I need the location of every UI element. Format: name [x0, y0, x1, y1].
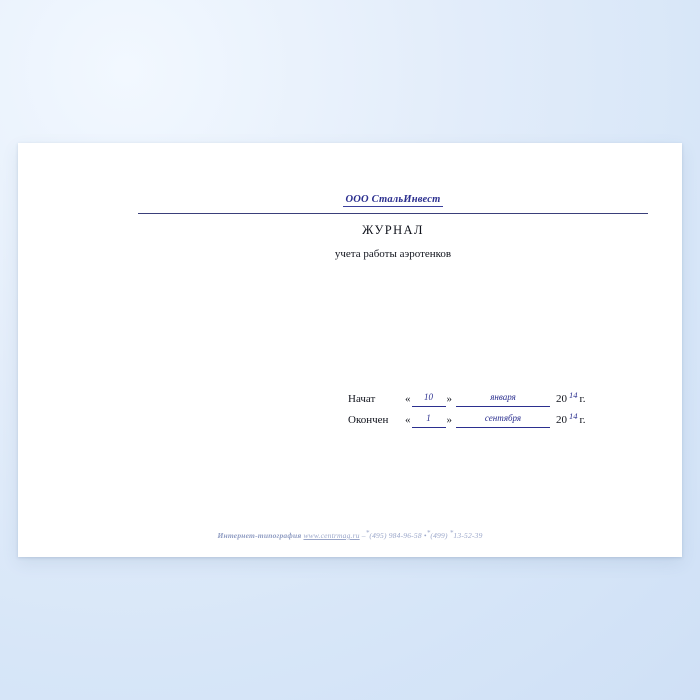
footer-phone-3: 13-52-39 — [453, 531, 483, 540]
end-year-suffix: 14 — [569, 411, 578, 421]
start-label: Начат — [348, 393, 376, 405]
end-year-prefix: 20 — [556, 414, 567, 426]
date-fields — [348, 390, 648, 435]
end-month-value: сентября — [484, 413, 522, 423]
end-month-field[interactable] — [456, 414, 550, 428]
end-label: Окончен — [348, 414, 389, 426]
footer-mark-1: * — [365, 529, 370, 537]
footer-mark-3: * — [449, 529, 454, 537]
cover-content — [18, 143, 682, 557]
footer-separator-2: • — [423, 531, 427, 540]
footer-separator-1: – — [361, 531, 366, 540]
start-date-row — [348, 390, 648, 414]
start-month-field[interactable] — [456, 393, 550, 407]
footer-brand: Интернет-типография — [217, 531, 302, 540]
end-quote-open: « — [405, 414, 411, 426]
footer-mark-2: * — [426, 529, 431, 537]
document-title: ЖУРНАЛ — [362, 223, 424, 237]
start-day-field[interactable] — [412, 393, 446, 407]
footer-phone-2: (499) — [430, 531, 450, 540]
end-day-field[interactable] — [412, 414, 446, 428]
end-year-unit: г. — [579, 414, 586, 426]
document-subtitle: учета работы аэротенков — [334, 248, 452, 260]
end-date-row — [348, 411, 648, 435]
start-day-value: 10 — [424, 392, 433, 402]
journal-cover-page — [18, 143, 682, 557]
start-year-prefix: 20 — [556, 393, 567, 405]
organization-name: ООО СтальИнвест — [345, 194, 441, 205]
end-quote-close: » — [446, 414, 452, 426]
start-month-value: января — [490, 392, 516, 402]
printer-footer — [18, 531, 682, 540]
start-quote-close: » — [446, 393, 452, 405]
start-quote-open: « — [405, 393, 411, 405]
start-year-unit: г. — [579, 393, 586, 405]
footer-phone-1: (495) 984-96-58 — [369, 531, 422, 540]
end-day-value: 1 — [426, 413, 431, 423]
header-divider — [138, 213, 648, 214]
start-year-suffix: 14 — [569, 390, 578, 400]
organization-line — [138, 189, 648, 207]
footer-website[interactable]: www.centrmag.ru — [303, 531, 360, 540]
